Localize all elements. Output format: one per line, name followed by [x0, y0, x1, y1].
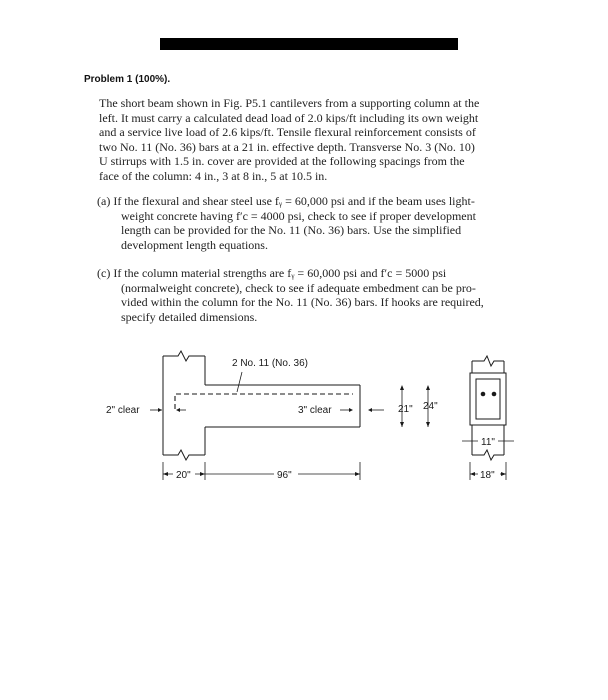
clear-right-arrowhead-2 — [368, 408, 372, 412]
beam-elevation — [205, 385, 360, 427]
section-bar-right — [492, 392, 497, 397]
part-a-line: length can be provided for the No. 11 (No. 36) bars. Use the simplified — [121, 223, 462, 237]
part-a-line: weight concrete having f′c = 4000 psi, check to see if proper development — [121, 208, 476, 223]
section-inner-label: 11" — [481, 437, 495, 448]
clear-right-label: 3" clear — [298, 405, 332, 416]
bar-label-leader — [237, 372, 242, 392]
part-a-line: development length equations. — [121, 237, 268, 252]
section-bar-left — [481, 392, 486, 397]
dim-arrowhead — [355, 472, 360, 476]
clear-right-arrowhead — [349, 408, 353, 412]
problem-title: Problem 1 (100%). — [84, 74, 171, 85]
statement-line: face of the column: 4 in., 3 at 8 in., 5 at 10.5 in. — [99, 168, 328, 183]
part-c-line: specify detailed dimensions. — [121, 309, 258, 324]
depth-arrowhead — [426, 385, 430, 390]
column-break-top — [163, 351, 205, 361]
section-break-top — [472, 356, 504, 366]
statement-line: and a service live load of 2.6 kips/ft. Tensile flexural reinforcement consists of — [99, 125, 476, 139]
column-width-label: 20" — [176, 470, 191, 481]
statement-line: left. It must carry a calculated dead load of 2.0 kips/ft including its own weight — [99, 110, 479, 125]
column-break-bottom — [163, 450, 205, 460]
section-outline — [470, 373, 506, 425]
part-c-line: (c) If the column material strengths are fᵧ = 60,000 psi and f′c = 5000 psi — [97, 266, 447, 280]
dim-arrowhead — [163, 472, 168, 476]
depth-total-label: 24" — [423, 401, 438, 412]
depth-arrowhead — [400, 385, 404, 390]
section-stirrup — [476, 379, 500, 419]
beam-length-label: 96" — [277, 470, 292, 481]
dim-arrowhead — [501, 472, 506, 476]
part-c-line: (normalweight concrete), check to see if adequate embedment can be pro- — [121, 280, 476, 295]
statement-line: two No. 11 (No. 36) bars at a 21 in. effective depth. Transverse No. 3 (No. 10) — [99, 139, 475, 154]
clear-left-arrowhead-2 — [176, 408, 180, 412]
statement-line: The short beam shown in Fig. P5.1 cantilevers from a supporting column at the — [99, 96, 480, 110]
section-width-label: 18" — [480, 470, 495, 481]
part-c-line: vided within the column for the No. 11 (No. 36) bars. If hooks are required, — [121, 295, 484, 309]
section-break-bottom — [472, 450, 504, 460]
bar-label: 2 No. 11 (No. 36) — [232, 358, 308, 369]
clear-left-arrowhead — [158, 408, 162, 412]
column-elevation — [163, 351, 205, 460]
clear-left-label: 2" clear — [106, 405, 140, 416]
statement-line: U stirrups with 1.5 in. cover are provided at the following spacings from the — [99, 154, 465, 168]
dim-arrowhead — [470, 472, 475, 476]
depth-arrowhead — [426, 422, 430, 427]
depth-effective-label: 21" — [398, 404, 413, 415]
part-a-line: (a) If the flexural and shear steel use fᵧ = 60,000 psi and if the beam uses light- — [97, 194, 475, 208]
dim-arrowhead — [200, 472, 205, 476]
depth-arrowhead — [400, 422, 404, 427]
